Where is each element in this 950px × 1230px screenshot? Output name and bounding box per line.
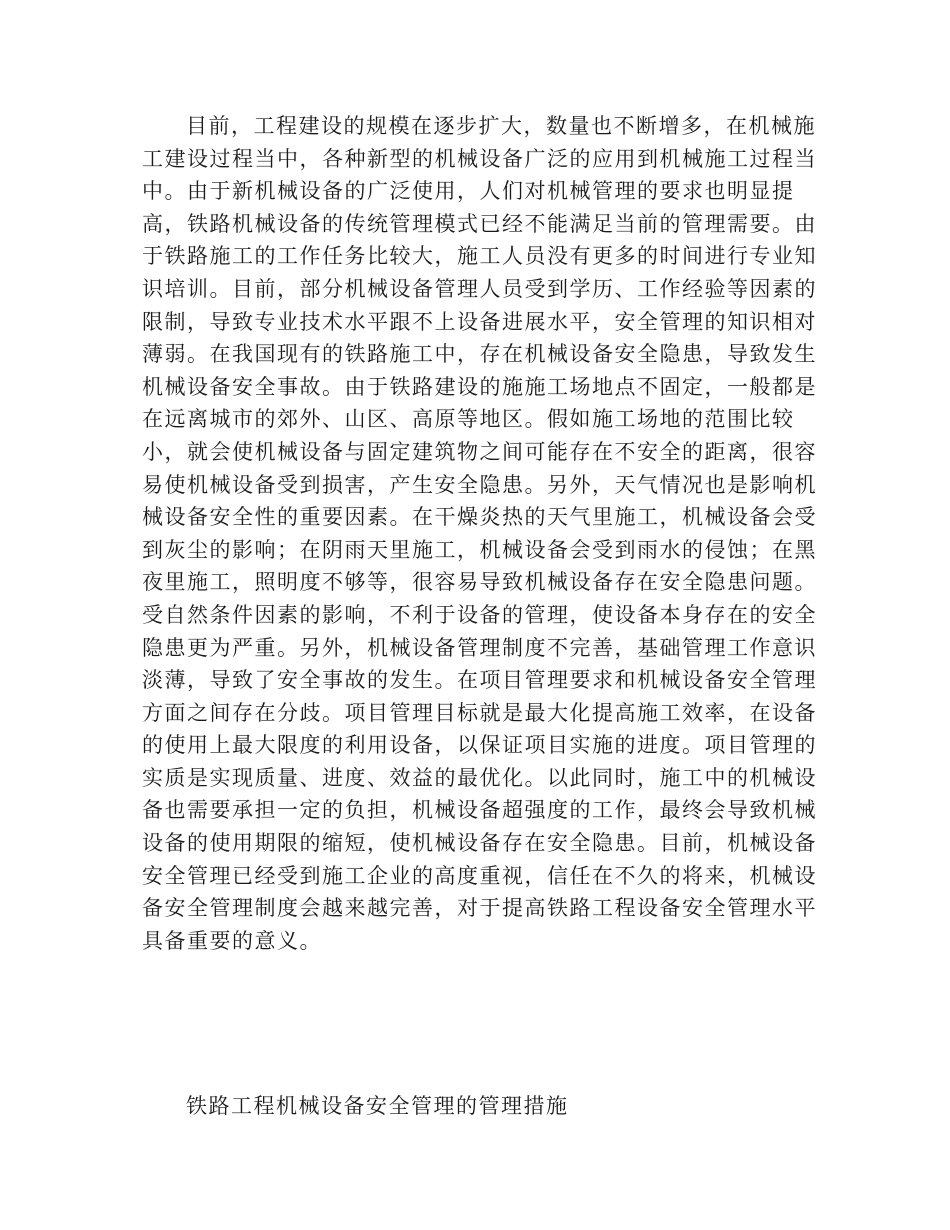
section-heading bbox=[142, 1090, 796, 1123]
paragraph-line: 小，就会使机械设备与固定建筑物之间可能存在不安全的距离，很容 bbox=[142, 439, 817, 464]
paragraph-line: 淡薄，导致了安全事故的发生。在项目管理要求和机械设备安全管理 bbox=[142, 668, 817, 693]
paragraph-line: 薄弱。在我国现有的铁路施工中，存在机械设备安全隐患，导致发生 bbox=[142, 342, 817, 367]
paragraph-line: 机械设备安全事故。由于铁路建设的施施工场地点不固定，一般都是 bbox=[142, 374, 817, 399]
paragraph-line: 具备重要的意义。 bbox=[142, 928, 322, 953]
paragraph-line: 识培训。目前，部分机械设备管理人员受到学历、工作经验等因素的 bbox=[142, 276, 817, 301]
paragraph-line: 方面之间存在分歧。项目管理目标就是最大化提高施工效率，在设备 bbox=[142, 700, 817, 725]
paragraph-line: 械设备安全性的重要因素。在干燥炎热的天气里施工，机械设备会受 bbox=[142, 505, 817, 530]
paragraph-line: 的使用上最大限度的利用设备，以保证项目实施的进度。项目管理的 bbox=[142, 733, 817, 758]
paragraph-line: 备安全管理制度会越来越完善，对于提高铁路工程设备安全管理水平 bbox=[142, 896, 817, 921]
paragraph-line: 于铁路施工的工作任务比较大，施工人员没有更多的时间进行专业知 bbox=[142, 244, 817, 269]
paragraph-line: 高，铁路机械设备的传统管理模式已经不能满足当前的管理需要。由 bbox=[142, 211, 817, 236]
paragraph-line: 易使机械设备受到损害，产生安全隐患。另外，天气情况也是影响机 bbox=[142, 472, 817, 497]
paragraph-line: 工建设过程当中，各种新型的机械设备广泛的应用到机械施工过程当 bbox=[142, 146, 817, 171]
paragraph-line: 安全管理已经受到施工企业的高度重视，信任在不久的将来，机械设 bbox=[142, 863, 817, 888]
paragraph-line: 在远离城市的郊外、山区、高原等地区。假如施工场地的范围比较 bbox=[142, 407, 795, 432]
paragraph-line: 限制，导致专业技术水平跟不上设备进展水平，安全管理的知识相对 bbox=[142, 309, 817, 334]
section-heading-text: 铁路工程机械设备安全管理的管理措施 bbox=[186, 1094, 569, 1118]
paragraph-line: 隐患更为严重。另外，机械设备管理制度不完善，基础管理工作意识 bbox=[142, 635, 817, 660]
paragraph-line: 到灰尘的影响；在阴雨天里施工，机械设备会受到雨水的侵蚀；在黑 bbox=[142, 537, 817, 562]
paragraph-line: 受自然条件因素的影响，不利于设备的管理，使设备本身存在的安全 bbox=[142, 602, 817, 627]
paragraph-line: 目前，工程建设的规模在逐步扩大，数量也不断增多，在机械施 bbox=[186, 114, 816, 138]
paragraph-line: 备也需要承担一定的负担，机械设备超强度的工作，最终会导致机械 bbox=[142, 798, 817, 823]
paragraph-line: 实质是实现质量、进度、效益的最优化。以此同时，施工中的机械设 bbox=[142, 765, 817, 790]
body-paragraph bbox=[142, 110, 817, 957]
paragraph-line: 设备的使用期限的缩短，使机械设备存在安全隐患。目前，机械设备 bbox=[142, 831, 817, 856]
paragraph-line: 夜里施工，照明度不够等，很容易导致机械设备存在安全隐患问题。 bbox=[142, 570, 817, 595]
paragraph-line: 中。由于新机械设备的广泛使用，人们对机械管理的要求也明显提 bbox=[142, 179, 795, 204]
